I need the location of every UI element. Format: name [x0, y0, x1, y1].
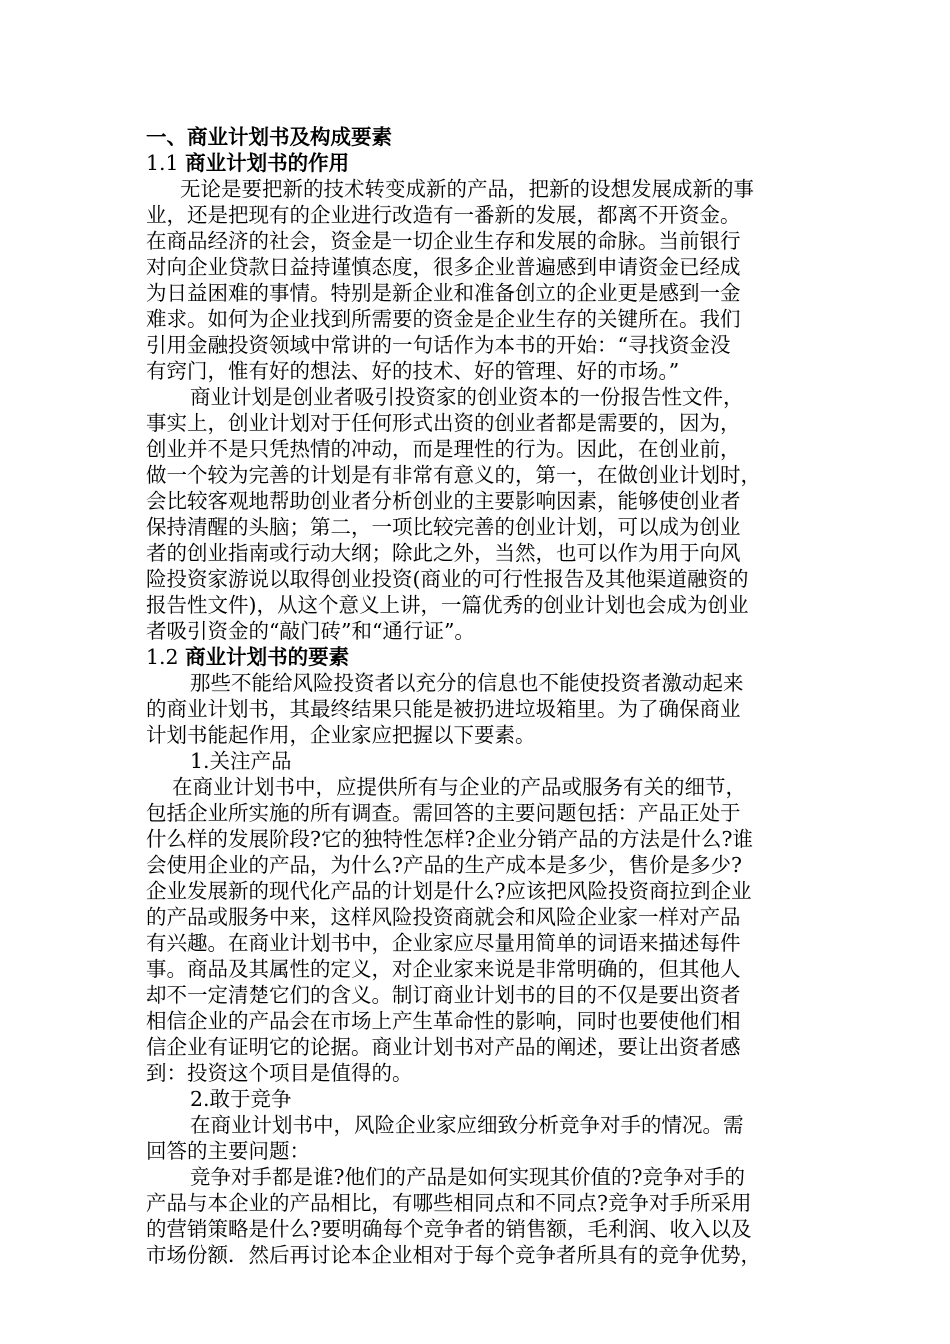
paragraph-line: 计划书能起作用，企业家应把握以下要素。: [146, 723, 536, 747]
paragraph-line: 报告性文件)，从这个意义上讲，一篇优秀的创业计划也会成为创业: [146, 593, 749, 617]
paragraph-line: 到：投资这个项目是值得的。: [146, 1061, 413, 1085]
subsection-number: 1.2: [146, 645, 179, 669]
paragraph-line: 险投资家游说以取得创业投资(商业的可行性报告及其他渠道融资的: [146, 567, 749, 591]
paragraph-line: 难求。如何为企业找到所需要的资金是企业生存的关键所在。我们: [146, 307, 741, 331]
paragraph-line: 者的创业指南或行动大纲；除此之外，当然，也可以作为用于向风: [146, 541, 741, 565]
paragraph-line: 相信企业的产品会在市场上产生革命性的影响，同时也要使他们相: [146, 1009, 741, 1033]
paragraph-line: 做一个较为完善的计划是有非常有意义的，第一，在做创业计划时，: [146, 463, 761, 487]
paragraph-line: 对向企业贷款日益持谨慎态度，很多企业普遍感到申请资金已经成: [146, 255, 741, 279]
paragraph-line: 市场份额．然后再讨论本企业相对于每个竞争者所具有的竞争优势，: [146, 1243, 761, 1267]
section-title: 一、商业计划书及构成要素: [146, 125, 392, 149]
paragraph-line: 商业计划是创业者吸引投资家的创业资本的一份报告性文件，: [190, 385, 744, 409]
paragraph-line: 无论是要把新的技术转变成新的产品，把新的设想发展成新的事: [180, 177, 754, 201]
paragraph-line: 产品与本企业的产品相比，有哪些相同点和不同点?竞争对手所采用: [146, 1191, 752, 1215]
paragraph-line: 的产品或服务中来，这样风险投资商就会和风险企业家一样对产品: [146, 905, 741, 929]
paragraph-line: 业，还是把现有的企业进行改造有一番新的发展，都离不开资金。: [146, 203, 741, 227]
paragraph-line: 回答的主要问题：: [146, 1139, 310, 1163]
paragraph-line: 事实上，创业计划对于任何形式出资的创业者都是需要的，因为，: [146, 411, 741, 435]
subsection-heading-1-1: [146, 150, 822, 176]
paragraph-line: 事。商品及其属性的定义，对企业家来说是非常明确的，但其他人: [146, 957, 741, 981]
paragraph-line: 什么样的发展阶段?它的独特性怎样?企业分销产品的方法是什么?谁: [146, 827, 753, 851]
paragraph-line: 为日益困难的事情。特别是新企业和准备创立的企业更是感到一金: [146, 281, 741, 305]
paragraph-line: 竞争对手都是谁?他们的产品是如何实现其价值的?竞争对手的: [190, 1165, 745, 1189]
paragraph-business-plan: [146, 384, 822, 644]
subsection-title: 商业计划书的作用: [185, 151, 350, 175]
paragraph-compete-intro: [146, 1112, 822, 1164]
paragraph-line: 会比较客观地帮助创业者分析创业的主要影响因素，能够使创业者: [146, 489, 741, 513]
paragraph-purpose: [146, 176, 822, 384]
document-page: [146, 124, 822, 1268]
paragraph-line: 的商业计划书，其最终结果只能是被扔进垃圾箱里。为了确保商业: [146, 697, 741, 721]
subsection-title: 商业计划书的要素: [185, 645, 350, 669]
paragraph-line: 保持清醒的头脑；第二，一项比较完善的创业计划，可以成为创业: [146, 515, 741, 539]
paragraph-line: 有兴趣。在商业计划书中，企业家应尽量用简单的词语来描述每件: [146, 931, 741, 955]
paragraph-line: 那些不能给风险投资者以充分的信息也不能使投资者激动起来: [190, 671, 744, 695]
paragraph-elements-intro: [146, 670, 822, 748]
paragraph-line: 包括企业所实施的所有调查。需回答的主要问题包括：产品正处于: [146, 801, 741, 825]
paragraph-line: 在商品经济的社会，资金是一切企业生存和发展的命脉。当前银行: [146, 229, 741, 253]
paragraph-line: 者吸引资金的“敲门砖”和“通行证”。: [146, 619, 475, 643]
list-item-title-focus-product: 1.关注产品: [190, 749, 292, 773]
paragraph-line: 引用金融投资领域中常讲的一句话作为本书的开始：“寻找资金没: [146, 333, 731, 357]
paragraph-line: 信企业有证明它的论据。商业计划书对产品的阐述，要让出资者感: [146, 1035, 741, 1059]
subsection-number: 1.1: [146, 151, 179, 175]
paragraph-line: 在商业计划书中，风险企业家应细致分析竞争对手的情况。需: [190, 1113, 744, 1137]
paragraph-line: 有窍门，惟有好的想法、好的技术、好的管理、好的市场。”: [146, 359, 680, 383]
paragraph-line: 创业并不是只凭热情的冲动，而是理性的行为。因此，在创业前，: [146, 437, 741, 461]
subsection-heading-1-2: [146, 644, 822, 670]
paragraph-compete-questions: [146, 1164, 822, 1268]
list-item-title-compete: 2.敢于竞争: [190, 1087, 292, 1111]
paragraph-line: 会使用企业的产品，为什么?产品的生产成本是多少，售价是多少?: [146, 853, 742, 877]
paragraph-line: 企业发展新的现代化产品的计划是什么?应该把风险投资商拉到企业: [146, 879, 752, 903]
paragraph-line: 的营销策略是什么?要明确每个竞争者的销售额，毛利润、收入以及: [146, 1217, 752, 1241]
paragraph-line: 在商业计划书中，应提供所有与企业的产品或服务有关的细节，: [172, 775, 746, 799]
paragraph-line: 却不一定清楚它们的含义。制订商业计划书的目的不仅是要出资者: [146, 983, 741, 1007]
paragraph-focus-product: [146, 774, 822, 1086]
